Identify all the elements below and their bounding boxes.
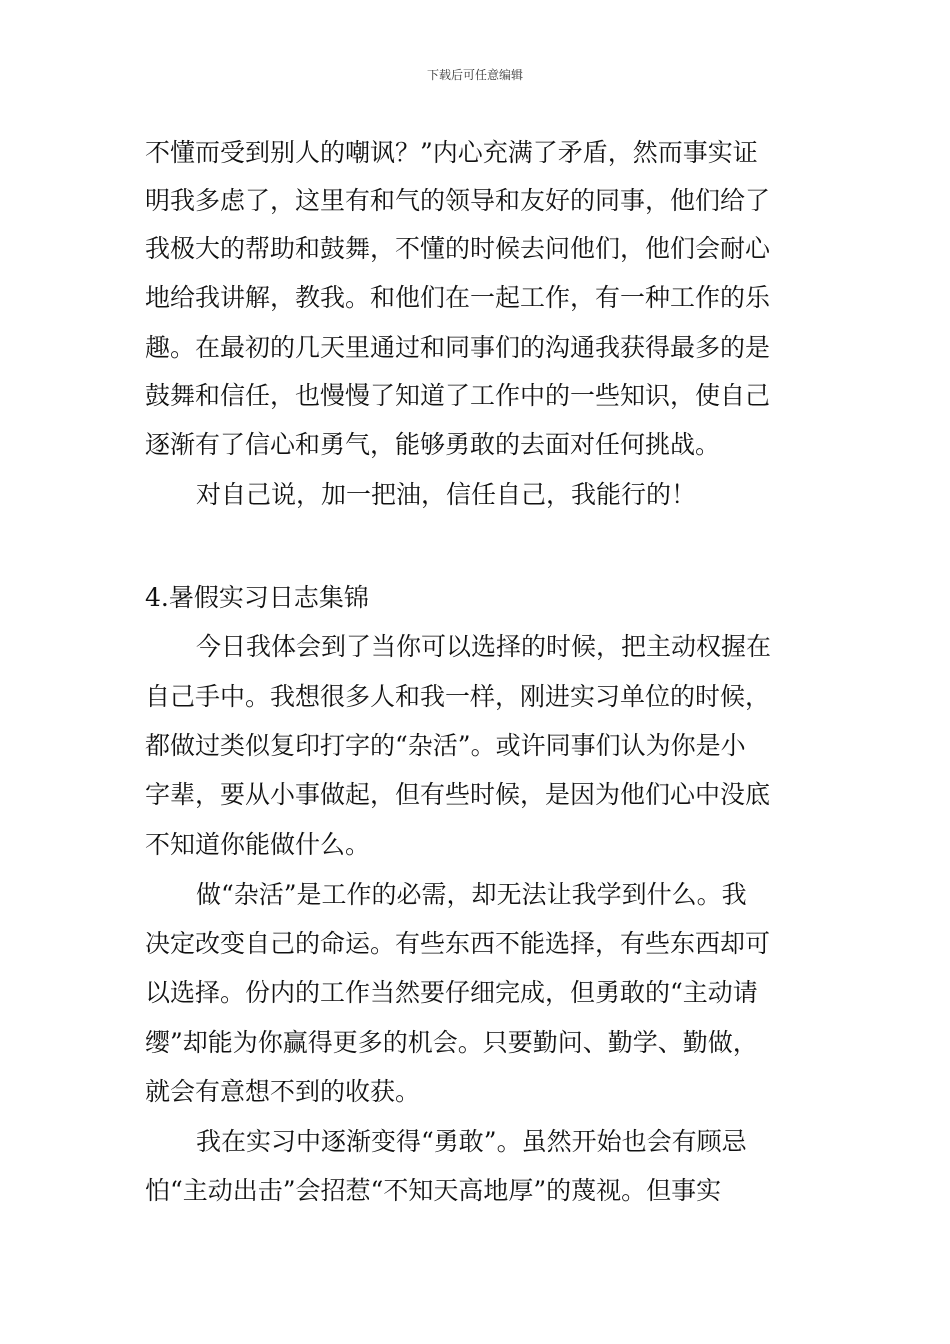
paragraph-line: 决定改变自己的命运。有些东西不能选择，有些东西却可	[145, 929, 771, 958]
page-header: 下载后可任意编辑	[426, 68, 523, 82]
paragraph-line: 我在实习中逐渐变得“勇敢”。虽然开始也会有顾忌	[196, 1127, 747, 1156]
paragraph-line: 以选择。份内的工作当然要仔细完成，但勇敢的“主动请	[145, 978, 758, 1007]
paragraph-line: 对自己说，加一把油，信任自己，我能行的！	[196, 480, 697, 509]
paragraph-line: 做“杂活”是工作的必需，却无法让我学到什么。我	[196, 880, 747, 909]
paragraph-line: 字辈，要从小事做起，但有些时候，是因为他们心中没底	[145, 780, 771, 809]
paragraph-line: 我极大的帮助和鼓舞，不懂的时候去问他们，他们会耐心	[145, 234, 771, 263]
paragraph-line: 就会有意想不到的收获。	[145, 1077, 421, 1106]
paragraph-line: 都做过类似复印打字的“杂活”。或许同事们认为你是小	[145, 731, 746, 760]
paragraph-line: 不懂而受到别人的嘲讽？”内心充满了矛盾，然而事实证	[145, 138, 758, 167]
paragraph-line: 明我多虑了，这里有和气的领导和友好的同事，他们给了	[145, 186, 771, 215]
paragraph-line: 不知道你能做什么。	[145, 830, 371, 859]
paragraph-line: 今日我体会到了当你可以选择的时候，把主动权握在	[196, 632, 772, 661]
section-heading: 4.暑假实习日志集锦	[145, 583, 369, 612]
paragraph-line: 趣。在最初的几天里通过和同事们的沟通我获得最多的是	[145, 333, 771, 362]
paragraph-line: 鼓舞和信任，也慢慢了知道了工作中的一些知识，使自己	[145, 381, 771, 410]
paragraph-line: 地给我讲解，教我。和他们在一起工作，有一种工作的乐	[145, 283, 771, 312]
paragraph-line: 怕“主动出击”会招惹“不知天高地厚”的蔑视。但事实	[145, 1176, 722, 1205]
paragraph-line: 缨”却能为你赢得更多的机会。只要勤问、勤学、勤做，	[145, 1028, 758, 1057]
paragraph-line: 自己手中。我想很多人和我一样，刚进实习单位的时候，	[145, 682, 771, 711]
paragraph-line: 逐渐有了信心和勇气，能够勇敢的去面对任何挑战。	[145, 430, 721, 459]
